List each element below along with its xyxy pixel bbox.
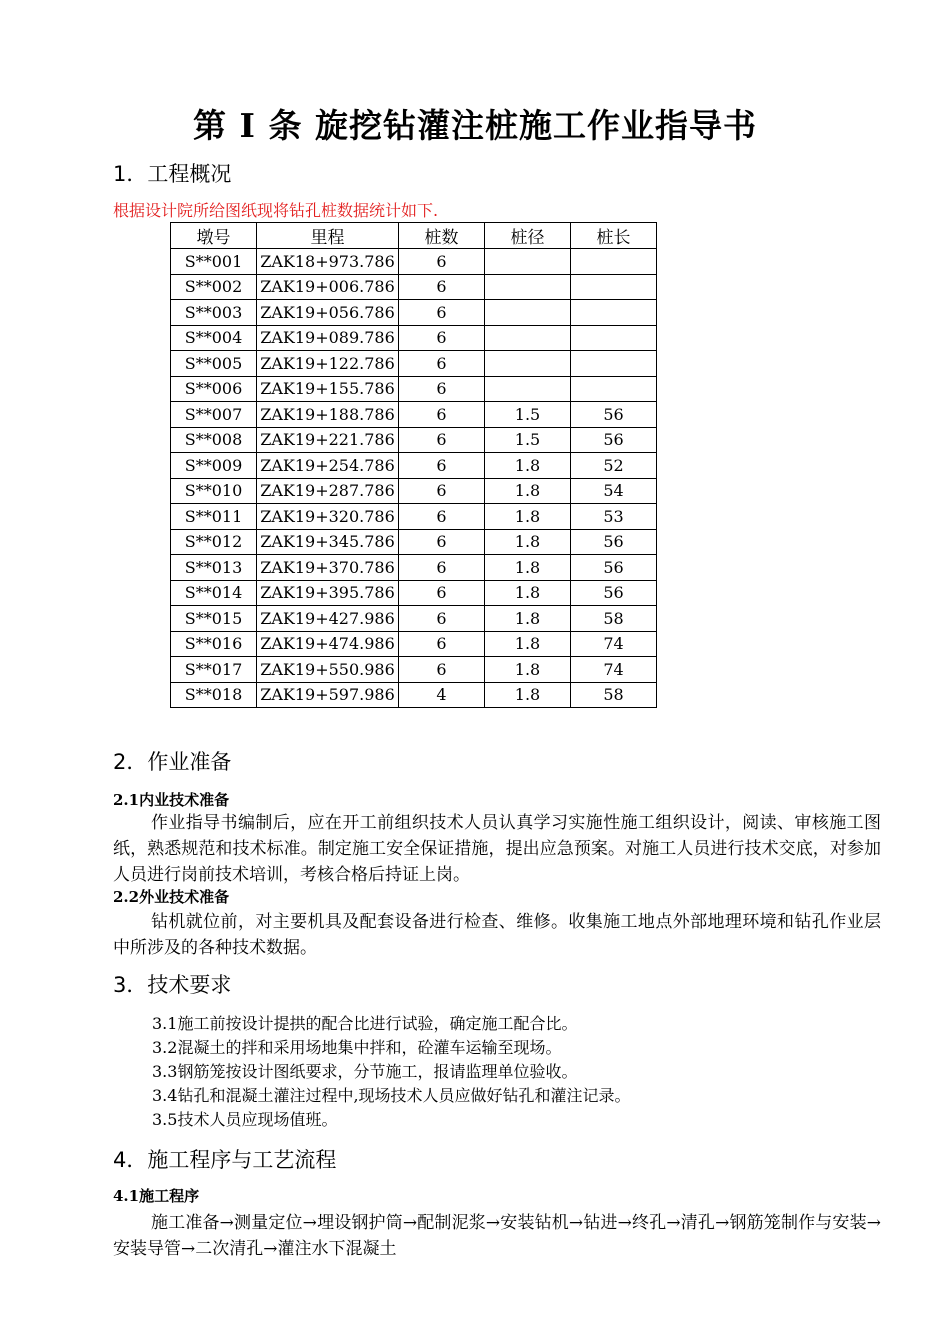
cell-pile-length (571, 325, 657, 351)
cell-pier-no: S**003 (171, 300, 257, 326)
table-row (171, 529, 657, 555)
cell-mileage: ZAK19+474.986 (257, 631, 399, 657)
cell-pile-count: 4 (399, 682, 485, 708)
cell-pile-count: 6 (399, 351, 485, 377)
cell-pile-length: 56 (571, 427, 657, 453)
section-2-2-text: 钻机就位前，对主要机具及配套设备进行检查、维修。收集施工地点外部地理环境和钻孔作业层中所涉及的各种技术数据。 (113, 912, 881, 958)
cell-pile-length: 56 (571, 402, 657, 428)
cell-pier-no: S**005 (171, 351, 257, 377)
cell-pile-diameter: 1.8 (485, 657, 571, 683)
cell-pile-diameter: 1.8 (485, 580, 571, 606)
cell-pile-count: 6 (399, 504, 485, 530)
cell-pile-count: 6 (399, 376, 485, 402)
table-body (171, 249, 657, 708)
cell-pile-length: 56 (571, 555, 657, 581)
cell-pile-diameter: 1.8 (485, 478, 571, 504)
cell-pile-count: 6 (399, 427, 485, 453)
cell-pier-no: S**001 (171, 249, 257, 275)
section-3-heading: 3．技术要求 (113, 973, 232, 997)
header-pile-length: 桩长 (571, 223, 657, 249)
cell-pier-no: S**017 (171, 657, 257, 683)
section-4-1-text: 施工准备→测量定位→埋设钢护筒→配制泥浆→安装钻机→钻进→终孔→清孔→钢筋笼制作与安装→安装导管→二次清孔→灌注水下混凝土 (113, 1213, 881, 1259)
cell-mileage: ZAK19+089.786 (257, 325, 399, 351)
table-row (171, 427, 657, 453)
cell-pile-count: 6 (399, 478, 485, 504)
cell-pile-count: 6 (399, 453, 485, 479)
cell-pile-length: 58 (571, 682, 657, 708)
cell-pile-diameter: 1.8 (485, 453, 571, 479)
requirement-item: 3.1施工前按设计提拱的配合比进行试验，确定施工配合比。 (152, 1014, 578, 1033)
cell-pier-no: S**012 (171, 529, 257, 555)
cell-mileage: ZAK19+427.986 (257, 606, 399, 632)
table-row (171, 402, 657, 428)
cell-mileage: ZAK19+550.986 (257, 657, 399, 683)
cell-pile-diameter (485, 376, 571, 402)
cell-pier-no: S**014 (171, 580, 257, 606)
cell-pile-count: 6 (399, 580, 485, 606)
cell-pier-no: S**008 (171, 427, 257, 453)
cell-mileage: ZAK19+287.786 (257, 478, 399, 504)
cell-pile-count: 6 (399, 657, 485, 683)
cell-pile-count: 6 (399, 555, 485, 581)
cell-pier-no: S**006 (171, 376, 257, 402)
table-row (171, 478, 657, 504)
cell-pile-count: 6 (399, 529, 485, 555)
cell-mileage: ZAK19+345.786 (257, 529, 399, 555)
cell-mileage: ZAK19+188.786 (257, 402, 399, 428)
cell-mileage: ZAK19+006.786 (257, 274, 399, 300)
cell-mileage: ZAK19+254.786 (257, 453, 399, 479)
document-title: 第 I 条 旋挖钻灌注桩施工作业指导书 (193, 106, 757, 145)
cell-pile-diameter: 1.8 (485, 529, 571, 555)
cell-pier-no: S**004 (171, 325, 257, 351)
cell-pile-length: 52 (571, 453, 657, 479)
cell-mileage: ZAK19+320.786 (257, 504, 399, 530)
cell-mileage: ZAK18+973.786 (257, 249, 399, 275)
cell-pile-length (571, 300, 657, 326)
cell-pile-count: 6 (399, 631, 485, 657)
table-row (171, 300, 657, 326)
cell-pile-diameter: 1.8 (485, 504, 571, 530)
cell-pier-no: S**002 (171, 274, 257, 300)
pile-data-table (170, 222, 657, 708)
cell-pile-length: 54 (571, 478, 657, 504)
cell-pier-no: S**010 (171, 478, 257, 504)
cell-pier-no: S**009 (171, 453, 257, 479)
cell-pile-diameter (485, 300, 571, 326)
cell-mileage: ZAK19+056.786 (257, 300, 399, 326)
cell-pile-count: 6 (399, 325, 485, 351)
cell-pile-length: 74 (571, 657, 657, 683)
cell-pile-length: 53 (571, 504, 657, 530)
cell-pier-no: S**015 (171, 606, 257, 632)
cell-pile-diameter: 1.8 (485, 555, 571, 581)
cell-mileage: ZAK19+155.786 (257, 376, 399, 402)
table-row (171, 325, 657, 351)
cell-pile-length (571, 274, 657, 300)
cell-pile-diameter: 1.8 (485, 631, 571, 657)
header-pile-count: 桩数 (399, 223, 485, 249)
cell-pile-length: 74 (571, 631, 657, 657)
header-mileage: 里程 (257, 223, 399, 249)
cell-pile-diameter: 1.8 (485, 606, 571, 632)
cell-pile-length: 56 (571, 529, 657, 555)
cell-mileage: ZAK19+221.786 (257, 427, 399, 453)
cell-pile-length (571, 249, 657, 275)
table-row (171, 555, 657, 581)
table-row (171, 631, 657, 657)
section-4-1-heading: 4.1施工程序 (113, 1187, 200, 1205)
cell-pile-length: 58 (571, 606, 657, 632)
section-4-heading: 4．施工程序与工艺流程 (113, 1148, 337, 1172)
cell-pile-diameter (485, 249, 571, 275)
table-row (171, 453, 657, 479)
table-row (171, 580, 657, 606)
requirement-item: 3.3钢筋笼按设计图纸要求，分节施工，报请监理单位验收。 (152, 1062, 578, 1081)
cell-pile-diameter: 1.8 (485, 682, 571, 708)
cell-pile-count: 6 (399, 274, 485, 300)
requirement-item: 3.2混凝土的拌和采用场地集中拌和，砼灌车运输至现场。 (152, 1038, 562, 1057)
cell-mileage: ZAK19+597.986 (257, 682, 399, 708)
cell-pile-count: 6 (399, 300, 485, 326)
table-row (171, 351, 657, 377)
cell-pile-count: 6 (399, 402, 485, 428)
cell-pile-count: 6 (399, 249, 485, 275)
table-row (171, 657, 657, 683)
table-note: 根据设计院所给图纸现将钻孔桩数据统计如下. (113, 201, 439, 220)
cell-pile-diameter: 1.5 (485, 427, 571, 453)
table-row (171, 606, 657, 632)
cell-pier-no: S**013 (171, 555, 257, 581)
table-header-row (171, 223, 657, 249)
cell-pier-no: S**007 (171, 402, 257, 428)
requirement-item: 3.5技术人员应现场值班。 (152, 1110, 338, 1129)
cell-pile-diameter (485, 325, 571, 351)
cell-mileage: ZAK19+370.786 (257, 555, 399, 581)
cell-pile-length (571, 376, 657, 402)
header-pier-no: 墩号 (171, 223, 257, 249)
cell-pile-diameter: 1.5 (485, 402, 571, 428)
section-2-2-heading: 2.2外业技术准备 (113, 888, 230, 906)
cell-pile-length: 56 (571, 580, 657, 606)
table-row (171, 504, 657, 530)
table-row (171, 376, 657, 402)
cell-mileage: ZAK19+122.786 (257, 351, 399, 377)
section-2-heading: 2．作业准备 (113, 750, 232, 774)
table-row (171, 274, 657, 300)
header-pile-diameter: 桩径 (485, 223, 571, 249)
cell-pier-no: S**011 (171, 504, 257, 530)
cell-pier-no: S**018 (171, 682, 257, 708)
table-row (171, 682, 657, 708)
section-2-1-heading: 2.1内业技术准备 (113, 791, 230, 809)
cell-pile-diameter (485, 351, 571, 377)
cell-pier-no: S**016 (171, 631, 257, 657)
cell-mileage: ZAK19+395.786 (257, 580, 399, 606)
section-2-1-text: 作业指导书编制后，应在开工前组织技术人员认真学习实施性施工组织设计，阅读、审核施工图纸，熟悉规范和技术标准。制定施工安全保证措施，提出应急预案。对施工人员进行技术交底，对参加人员进行岗前技术培训，考核合格后持证上岗。 (113, 813, 881, 885)
cell-pile-length (571, 351, 657, 377)
requirement-item: 3.4钻孔和混凝土灌注过程中,现场技术人员应做好钻孔和灌注记录。 (152, 1086, 631, 1105)
cell-pile-count: 6 (399, 606, 485, 632)
table-row (171, 249, 657, 275)
section-1-heading: 1．工程概况 (113, 162, 232, 186)
cell-pile-diameter (485, 274, 571, 300)
